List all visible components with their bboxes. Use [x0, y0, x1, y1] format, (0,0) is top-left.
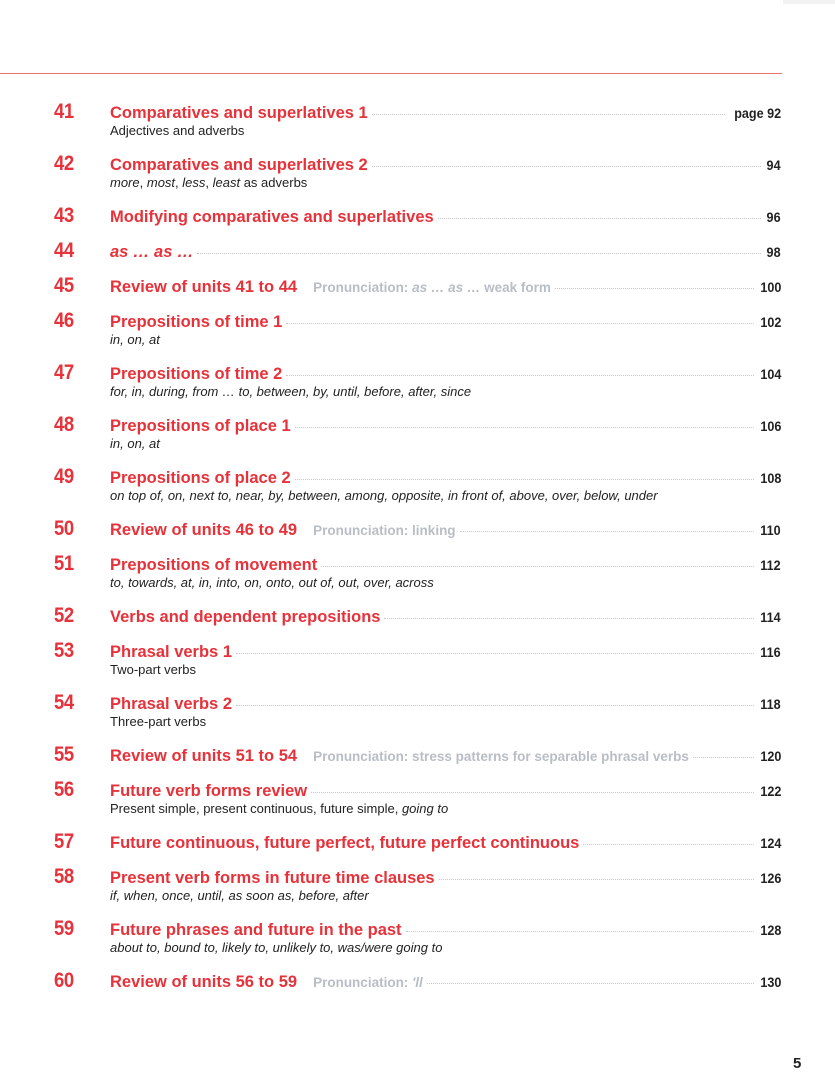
text-segment: if, when, once, until, as soon as, before, after [110, 888, 369, 903]
text-segment: , [205, 175, 213, 190]
unit-title[interactable] [110, 868, 435, 888]
dotted-leader [693, 757, 754, 758]
unit-title[interactable] [110, 155, 368, 175]
text-segment: in, on, at [110, 436, 160, 451]
page-ref: 104 [759, 366, 781, 382]
unit-title[interactable] [110, 207, 434, 227]
text-segment: Prepositions of movement [110, 556, 318, 574]
pronunciation-note [313, 747, 689, 767]
text-segment: most [146, 175, 176, 190]
text-segment: Two-part verbs [110, 662, 196, 677]
dotted-leader [583, 844, 753, 845]
entry-line [110, 920, 781, 940]
unit-subtitle [110, 384, 471, 399]
toc-entry[interactable] [0, 362, 835, 414]
dotted-leader [384, 618, 754, 619]
dotted-leader [295, 427, 754, 428]
pronunciation-note [313, 278, 551, 298]
pronunciation-note [313, 973, 423, 993]
unit-title[interactable] [110, 103, 368, 123]
text-segment: Phrasal verbs 2 [110, 695, 232, 713]
unit-title[interactable] [110, 312, 282, 332]
unit-number: 56 [54, 778, 74, 801]
page-ref: 110 [760, 522, 781, 538]
unit-number: 52 [54, 604, 74, 627]
dotted-leader [321, 566, 754, 567]
text-segment: as … as … [412, 280, 481, 295]
unit-title[interactable] [110, 607, 380, 627]
toc-entry[interactable] [0, 970, 835, 1005]
unit-title[interactable] [110, 642, 232, 662]
text-segment: Prepositions of time 1 [110, 313, 283, 331]
entry-line [110, 520, 781, 541]
entry-line [110, 781, 781, 801]
text-segment: weak form [480, 280, 551, 295]
page-ref: page 92 [734, 105, 781, 121]
dotted-leader [295, 479, 754, 480]
entry-line [110, 312, 781, 332]
text-segment: , [139, 175, 147, 190]
unit-title[interactable] [110, 920, 402, 940]
dotted-leader [406, 931, 754, 932]
entry-line [110, 694, 781, 714]
unit-number: 43 [54, 204, 74, 227]
unit-subtitle [110, 801, 448, 816]
unit-number: 55 [54, 743, 74, 766]
unit-subtitle [110, 436, 160, 451]
unit-number: 46 [54, 309, 74, 332]
text-segment: more [110, 175, 140, 190]
entry-line [110, 242, 781, 262]
text-segment: Prepositions of time 2 [110, 365, 283, 383]
entry-line [110, 555, 781, 575]
unit-number: 60 [54, 969, 74, 992]
unit-number: 44 [54, 239, 74, 262]
text-segment: Modifying comparatives and superlatives [110, 208, 434, 226]
text-segment: Comparatives and superlatives 2 [110, 156, 368, 174]
unit-title[interactable] [110, 242, 193, 262]
entry-line [110, 468, 781, 488]
page-ref: 94 [766, 157, 781, 173]
unit-number: 50 [54, 517, 74, 540]
dotted-leader [236, 653, 754, 654]
dotted-leader [427, 983, 754, 984]
text-segment: Phrasal verbs 1 [110, 643, 232, 661]
dotted-leader [286, 323, 753, 324]
entry-line [110, 277, 781, 298]
text-segment: in, on, at [110, 332, 160, 347]
dotted-leader [311, 792, 753, 793]
unit-number: 42 [54, 152, 74, 175]
text-segment: Three-part verbs [110, 714, 207, 729]
toc-entry[interactable] [0, 640, 835, 692]
toc-entry[interactable] [0, 414, 835, 466]
unit-title[interactable] [110, 468, 291, 488]
unit-subtitle [110, 123, 244, 138]
unit-subtitle [110, 940, 442, 955]
text-segment: , [175, 175, 183, 190]
unit-number: 45 [54, 274, 74, 297]
text-segment: Review of units 51 to 54 [110, 747, 298, 765]
entry-line [110, 364, 781, 384]
dotted-leader [236, 705, 754, 706]
header-rule [0, 73, 782, 74]
page-ref: 98 [766, 244, 781, 260]
page-ref: 108 [759, 470, 781, 486]
text-segment: Pronunciation: linking [313, 523, 456, 538]
text-segment: least [212, 175, 241, 190]
unit-title[interactable] [110, 746, 297, 766]
unit-title[interactable] [110, 694, 232, 714]
unit-subtitle [110, 175, 307, 190]
unit-title[interactable] [110, 781, 307, 801]
text-segment: about to, bound to, likely to, unlikely to, was/were going to [110, 940, 443, 955]
text-segment: Pronunciation: [313, 975, 413, 990]
toc-entry[interactable] [0, 101, 835, 153]
toc-entry[interactable] [0, 518, 835, 553]
dotted-leader [460, 531, 755, 532]
entry-line [110, 607, 781, 627]
entry-line [110, 416, 781, 436]
dotted-leader [438, 218, 762, 219]
dotted-leader [372, 166, 762, 167]
entry-line [110, 103, 781, 123]
page-ref: 100 [759, 279, 781, 295]
page-ref: 106 [759, 418, 781, 434]
unit-title[interactable] [110, 972, 297, 992]
unit-title[interactable] [110, 416, 291, 436]
text-segment: on top of, on, next to, near, by, between, among, opposite, in front of, above, over, below, under [110, 488, 658, 503]
dotted-leader [555, 288, 754, 289]
entry-line [110, 642, 781, 662]
text-segment: Pronunciation: stress patterns for separable phrasal verbs [313, 749, 689, 764]
text-segment: Review of units 46 to 49 [110, 521, 298, 539]
page-ref: 112 [760, 557, 781, 573]
toc-entry[interactable] [0, 744, 835, 779]
entry-line [110, 155, 781, 175]
unit-number: 41 [54, 100, 74, 123]
text-segment: Prepositions of place 1 [110, 417, 291, 435]
text-segment: Verbs and dependent prepositions [110, 608, 381, 626]
toc-entry[interactable] [0, 275, 835, 310]
unit-subtitle [110, 662, 196, 677]
toc-entry[interactable] [0, 310, 835, 362]
unit-number: 51 [54, 552, 74, 575]
unit-title[interactable] [110, 833, 579, 853]
entry-line [110, 746, 781, 767]
dotted-leader [286, 375, 753, 376]
text-segment: for, in, during, from … to, between, by, until, before, after, since [110, 384, 472, 399]
page-ref: 116 [760, 644, 781, 660]
unit-number: 47 [54, 361, 74, 384]
text-segment: Present simple, present continuous, future simple, [110, 801, 402, 816]
page-ref: 118 [760, 696, 781, 712]
page-corner [783, 0, 835, 4]
page-ref: 124 [759, 835, 781, 851]
unit-subtitle [110, 888, 369, 903]
page-ref: 96 [766, 209, 781, 225]
entry-line [110, 868, 781, 888]
toc-entry[interactable] [0, 779, 835, 831]
entry-line [110, 207, 781, 227]
toc-entry[interactable] [0, 866, 835, 918]
text-segment: going to [401, 801, 449, 816]
unit-title[interactable] [110, 520, 297, 540]
unit-number: 59 [54, 917, 74, 940]
text-segment: as adverbs [240, 175, 308, 190]
toc-entry[interactable] [0, 205, 835, 240]
text-segment: Future continuous, future perfect, future perfect continuous [110, 834, 580, 852]
unit-title[interactable] [110, 277, 297, 297]
toc-entry[interactable] [0, 918, 835, 970]
unit-subtitle [110, 488, 658, 503]
unit-number: 54 [54, 691, 74, 714]
page-ref: 128 [759, 922, 781, 938]
text-segment: Future phrases and future in the past [110, 921, 402, 939]
text-segment: less [182, 175, 206, 190]
text-segment: to, towards, at, in, into, on, onto, out of, out, over, across [110, 575, 434, 590]
text-segment: Adjectives and adverbs [110, 123, 245, 138]
toc-entry[interactable] [0, 553, 835, 605]
dotted-leader [197, 253, 761, 254]
text-segment: Comparatives and superlatives 1 [110, 104, 368, 122]
text-segment: Prepositions of place 2 [110, 469, 291, 487]
unit-subtitle [110, 575, 434, 590]
toc-entry[interactable] [0, 466, 835, 518]
text-segment: Future verb forms review [110, 782, 308, 800]
unit-number: 48 [54, 413, 74, 436]
toc-entry[interactable] [0, 240, 835, 275]
page-ref: 114 [760, 609, 781, 625]
page-number: 5 [793, 1055, 802, 1072]
toc-entry[interactable] [0, 692, 835, 744]
page-ref: 130 [759, 974, 781, 990]
text-segment: Review of units 56 to 59 [110, 973, 298, 991]
dotted-leader [439, 879, 754, 880]
unit-subtitle [110, 714, 206, 729]
table-of-contents [0, 101, 835, 1005]
toc-entry[interactable] [0, 831, 835, 866]
entry-line [110, 833, 781, 853]
text-segment: Pronunciation: [313, 280, 413, 295]
page-ref: 126 [759, 870, 781, 886]
dotted-leader [372, 114, 725, 115]
unit-number: 57 [54, 830, 74, 853]
unit-number: 58 [54, 865, 74, 888]
unit-title[interactable] [110, 555, 317, 575]
text-segment: Present verb forms in future time clauses [110, 869, 435, 887]
unit-subtitle [110, 332, 160, 347]
page-ref: 120 [759, 748, 781, 764]
pronunciation-note [313, 521, 456, 541]
page-ref: 102 [759, 314, 781, 330]
unit-number: 53 [54, 639, 74, 662]
unit-number: 49 [54, 465, 74, 488]
entry-line [110, 972, 781, 993]
text-segment: 'll [412, 975, 423, 990]
page-ref: 122 [759, 783, 781, 799]
toc-entry[interactable] [0, 605, 835, 640]
unit-title[interactable] [110, 364, 282, 384]
text-segment: as … as … [110, 243, 194, 261]
toc-entry[interactable] [0, 153, 835, 205]
text-segment: Review of units 41 to 44 [110, 278, 298, 296]
